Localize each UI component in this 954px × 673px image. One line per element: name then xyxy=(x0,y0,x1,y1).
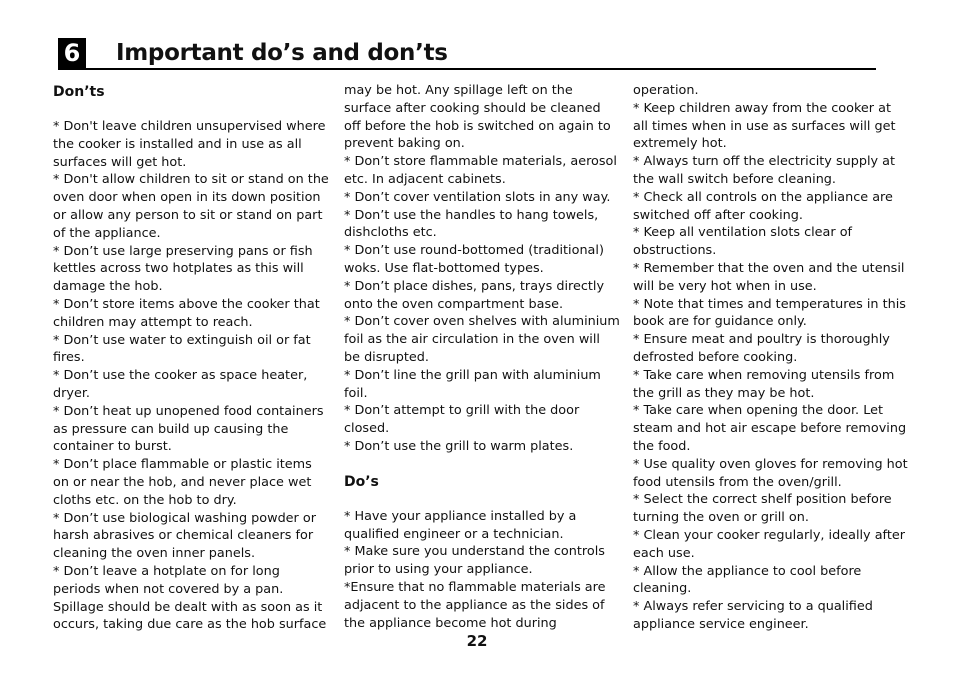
list-item: * Don’t use the cooker as space heater, dryer. xyxy=(53,368,308,401)
column-3 xyxy=(633,82,909,634)
list-item: * Don’t cover oven shelves with aluminium foil as the air circulation in the oven will be disrupted. xyxy=(344,314,620,365)
donts-heading: Don’ts xyxy=(53,84,105,100)
list-item: * Don’t cover ventilation slots in any way. xyxy=(344,189,611,205)
list-item: * Don’t use the handles to hang towels, dishcloths etc. xyxy=(344,207,599,241)
list-item: * Don’t store flammable materials, aerosol etc. In adjacent cabinets. xyxy=(344,154,617,187)
list-item: * Note that times and temperatures in this book are for guidance only. xyxy=(633,296,906,330)
list-item: * Don’t use round-bottomed (traditional) woks. Use flat-bottomed types. xyxy=(344,243,604,276)
section-header xyxy=(58,34,876,70)
list-item: * Make sure you understand the controls prior to using your appliance. xyxy=(344,544,605,578)
list-item: * Don’t line the grill pan with aluminium foil. xyxy=(344,367,601,401)
list-item: * Select the correct shelf position before turning the oven or grill on. xyxy=(633,492,892,526)
list-item: * Always turn off the electricity supply at the wall switch before cleaning. xyxy=(633,154,896,187)
list-item: * Check all controls on the appliance are switched off after cooking. xyxy=(633,189,893,223)
list-item: * Don’t heat up unopened food containers as pressure can build up causing the container to burst. xyxy=(53,403,324,455)
list-item: * Keep children away from the cooker at all times when in use as surfaces will get extremely hot. xyxy=(633,100,896,152)
list-item: * Have your appliance installed by a qualified engineer or a technician. xyxy=(344,508,577,542)
list-item: * Take care when removing utensils from the grill as they may be hot. xyxy=(633,367,895,401)
section-number-badge: 6 xyxy=(58,38,86,68)
list-item: * Don’t leave a hotplate on for long periods when not covered by a pan. Spillage should be dealt with as soon as it occurs, taking due care as the hob surface xyxy=(53,563,327,633)
list-item: * Don’t use the grill to warm plates. xyxy=(344,438,574,454)
list-item: * Don’t place dishes, pans, trays directly onto the oven compartment base. xyxy=(344,278,605,312)
list-item: * Always refer servicing to a qualified appliance service engineer. xyxy=(633,599,873,632)
list-item: * Don’t store items above the cooker that children may attempt to reach. xyxy=(53,296,320,330)
dos-heading: Do’s xyxy=(344,473,379,490)
list-item: * Take care when opening the door. Let steam and hot air escape before removing the food. xyxy=(633,403,907,454)
list-item: * Use quality oven gloves for removing hot food utensils from the oven/grill. xyxy=(633,456,908,490)
list-item: *Ensure that no flammable materials are adjacent to the appliance as the sides of the appliance become hot during xyxy=(344,579,606,631)
list-item: * Don't leave children unsupervised where the cooker is installed and in use as all surfaces will get hot. xyxy=(53,119,326,170)
list-item: * Clean your cooker regularly, ideally after each use. xyxy=(633,527,905,561)
column-2 xyxy=(344,82,620,632)
list-item: operation. xyxy=(633,83,699,98)
list-item: * Don’t attempt to grill with the door closed. xyxy=(344,403,580,437)
list-item: * Don’t use large preserving pans or fish kettles across two hotplates as this will damage the hob. xyxy=(53,243,313,295)
list-item: * Don’t use biological washing powder or harsh abrasives or chemical cleaners for cleaning the oven inner panels. xyxy=(53,510,316,562)
page-title: Important do’s and don’ts xyxy=(116,40,448,66)
list-item: * Don’t place flammable or plastic items on or near the hob, and never place wet cloths etc. on the hob to dry. xyxy=(53,457,312,508)
column-1 xyxy=(53,82,329,634)
list-item: * Keep all ventilation slots clear of obstructions. xyxy=(633,225,853,259)
list-item: * Don't allow children to sit or stand on the oven door when open in its down position or allow any person to sit or stand on part of the appliance. xyxy=(53,172,329,241)
header-divider xyxy=(58,68,876,70)
list-item: * Remember that the oven and the utensil will be very hot when in use. xyxy=(633,260,905,294)
list-item: * Don’t use water to extinguish oil or fat fires. xyxy=(53,332,311,366)
list-item: may be hot. Any spillage left on the surface after cooking should be cleaned off before the hob is switched on again to prevent baking on. xyxy=(344,83,611,152)
list-item: * Ensure meat and poultry is thoroughly defrosted before cooking. xyxy=(633,332,890,365)
list-item: * Allow the appliance to cool before cleaning. xyxy=(633,563,862,597)
page-number: 22 xyxy=(466,632,488,650)
